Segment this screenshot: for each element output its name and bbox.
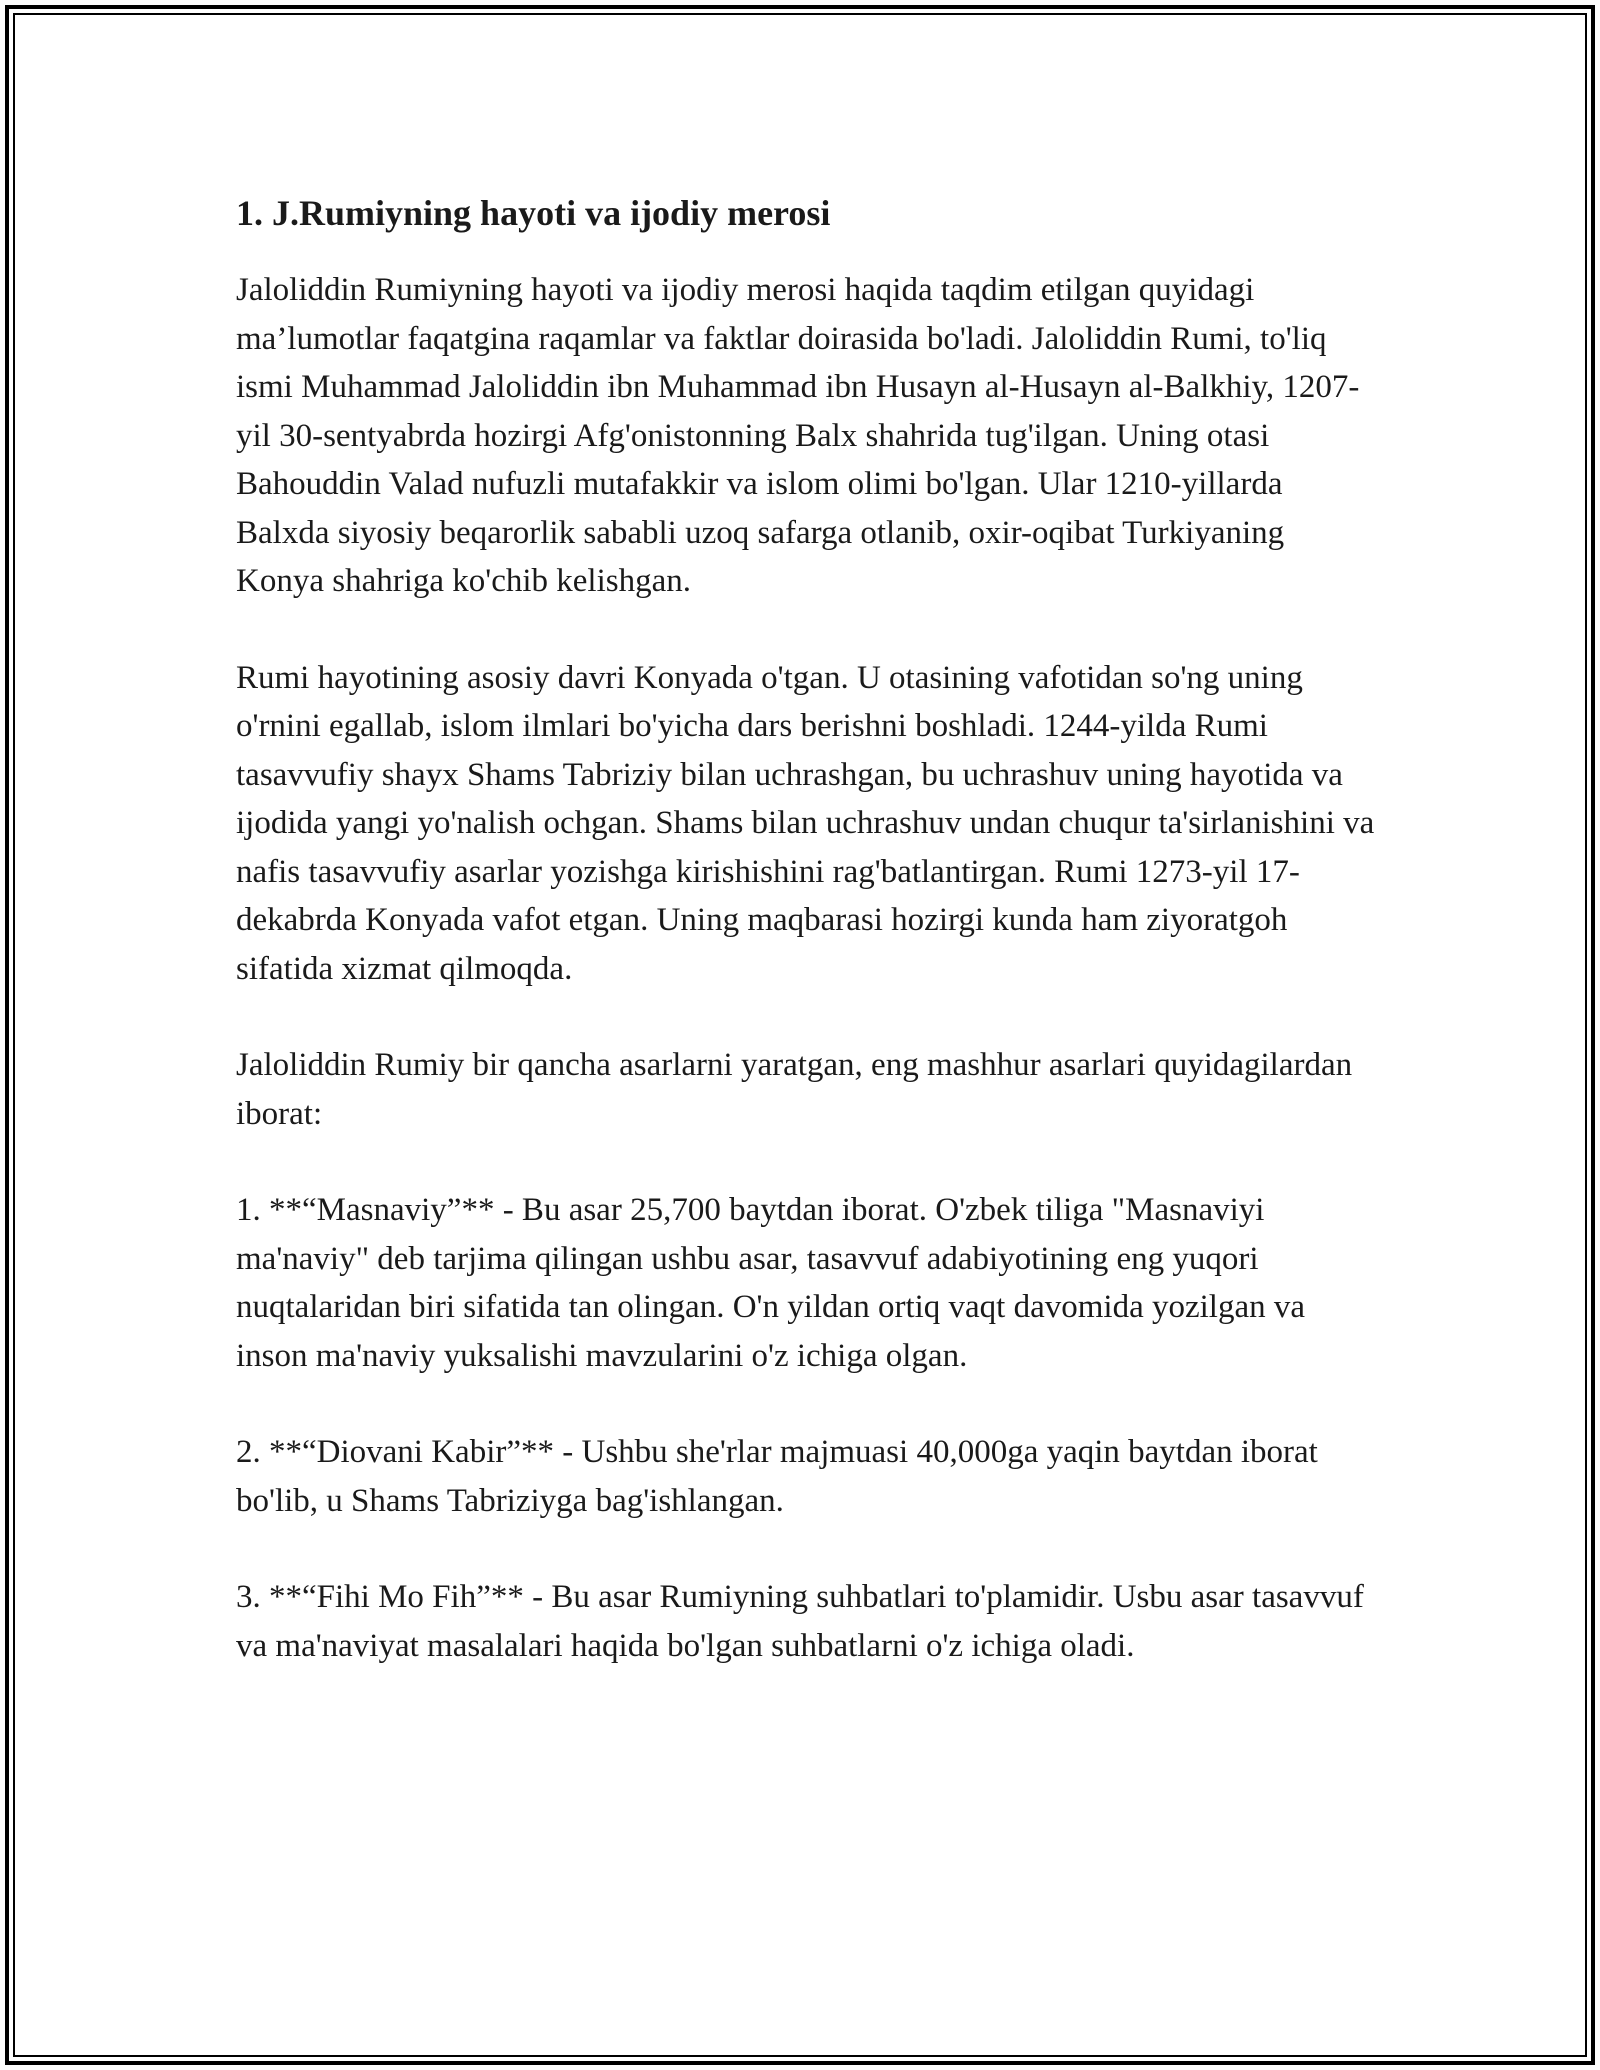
paragraph-biography: Jaloliddin Rumiyning hayoti va ijodiy merosi haqida taqdim etilgan quyidagi ma’lumotlar faqatgina raqamlar va faktlar doirasida bo'ladi. Jaloliddin Rumi, to'liq ismi Muhammad Jaloliddin ibn Muhammad ibn Husayn al-Husayn al-Balkhiy, 1207-yil 30-sentyabrda hozirgi Afg'onistonning Balx shahrida tug'ilgan. Uning otasi Bahouddin Valad nufuzli mutafakkir va islom olimi bo'lgan. Ular 1210-yillarda Balxda siyosiy beqarorlik sababli uzoq safarga otlanib, oxir-oqibat Turkiyaning Konya shahriga ko'chib kelishgan. bbox=[236, 272, 1360, 599]
document-body bbox=[236, 188, 1376, 1718]
section-heading: 1. J.Rumiyning hayoti va ijodiy merosi bbox=[236, 193, 831, 233]
list-item-fihi-mo-fih: 3. **“Fihi Mo Fih”** - Bu asar Rumiyning suhbatlari to'plamidir. Usbu asar tasavvuf va ma'naviyat masalalari haqida bo'lgan suhbatlarni o'z ichiga oladi. bbox=[236, 1579, 1364, 1664]
list-item-diovani-kabir: 2. **“Diovani Kabir”** - Ushbu she'rlar majmuasi 40,000ga yaqin baytdan iborat bo'lib, u Shams Tabriziyga bag'ishlangan. bbox=[236, 1434, 1318, 1519]
paragraph-works-intro: Jaloliddin Rumiy bir qancha asarlarni yaratgan, eng mashhur asarlari quyidagilardan iborat: bbox=[236, 1047, 1353, 1132]
paragraph-konya-life: Rumi hayotining asosiy davri Konyada o'tgan. U otasining vafotidan so'ng uning o'rnini egallab, islom ilmlari bo'yicha dars berishni boshladi. 1244-yilda Rumi tasavvufiy shayx Shams Tabriziy bilan uchrashgan, bu uchrashuv uning hayotida va ijodida yangi yo'nalish ochgan. Shams bilan uchrashuv undan chuqur ta'sirlanishini va nafis tasavvufiy asarlar yozishga kirishishini rag'batlantirgan. Rumi 1273-yil 17-dekabrda Konyada vafot etgan. Uning maqbarasi hozirgi kunda ham ziyoratgoh sifatida xizmat qilmoqda. bbox=[236, 659, 1375, 987]
list-item-masnaviy: 1. **“Masnaviy”** - Bu asar 25,700 baytdan iborat. O'zbek tiliga "Masnaviyi ma'naviy" deb tarjima qilingan ushbu asar, tasavvuf adabiyotining eng yuqori nuqtalaridan biri sifatida tan olingan. O'n yildan ortiq vaqt davomida yozilgan va inson ma'naviy yuksalishi mavzularini o'z ichiga olgan. bbox=[236, 1192, 1306, 1374]
